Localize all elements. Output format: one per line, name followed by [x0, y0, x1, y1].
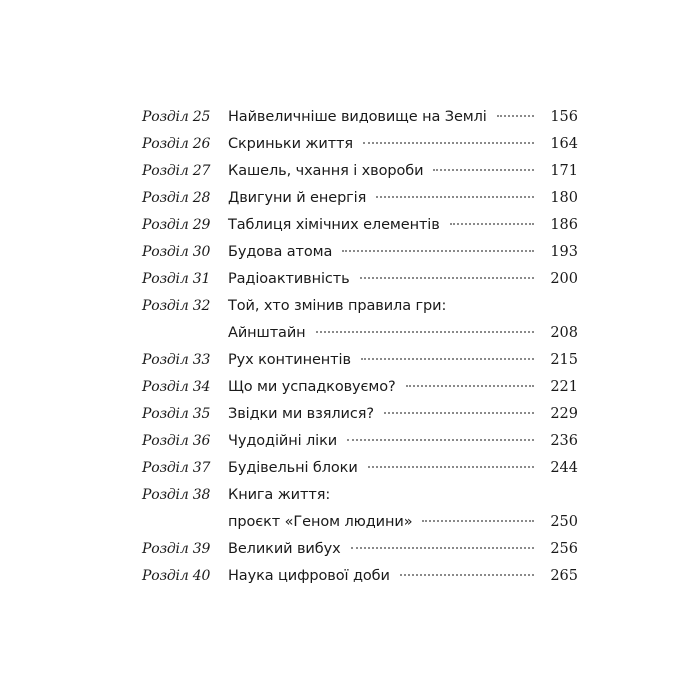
title-wrap: [228, 428, 544, 455]
chapter-title: Звідки ми взялися?: [228, 406, 374, 422]
title-wrap: [228, 266, 544, 293]
chapter-title: Чудодійні ліки: [228, 433, 338, 449]
dot-leader: [361, 358, 534, 360]
chapter-number: Розділ 28: [142, 190, 211, 206]
toc-row: [142, 266, 578, 293]
chapter-number: Розділ 35: [142, 406, 211, 422]
title-wrap: [228, 293, 544, 320]
dot-leader: [376, 196, 534, 198]
title-wrap: [228, 104, 544, 131]
page-number: 236: [550, 433, 578, 449]
toc-row: [142, 563, 578, 590]
chapter-number: Розділ 40: [142, 568, 211, 584]
chapter-number: Розділ 32: [142, 298, 211, 314]
title-wrap: [228, 347, 544, 374]
dot-leader: [316, 331, 534, 333]
chapter-title: Таблиця хімічних елементів: [228, 217, 440, 233]
page-number: 193: [550, 244, 578, 260]
toc-row: [142, 293, 578, 320]
toc-row: [142, 536, 578, 563]
toc-row: [142, 158, 578, 185]
toc-row: [142, 401, 578, 428]
toc-row: [142, 212, 578, 239]
chapter-number: Розділ 39: [142, 541, 211, 557]
page-number: 265: [550, 568, 578, 584]
title-wrap: [228, 482, 544, 509]
toc-row: [142, 131, 578, 158]
chapter-number: Розділ 38: [142, 487, 211, 503]
toc-row: [142, 347, 578, 374]
chapter-number: Розділ 33: [142, 352, 211, 368]
dot-leader: [497, 115, 534, 117]
page-number: 164: [550, 136, 578, 152]
chapter-title: Будова атома: [228, 244, 333, 260]
page-number: 215: [550, 352, 578, 368]
chapter-number: Розділ 26: [142, 136, 211, 152]
title-wrap: [228, 131, 544, 158]
page-number: 200: [550, 271, 578, 287]
chapter-title: Айнштайн: [228, 325, 306, 341]
chapter-number: Розділ 36: [142, 433, 211, 449]
page-number: 180: [550, 190, 578, 206]
dot-leader: [342, 250, 534, 252]
chapter-title: Радіоактивність: [228, 271, 350, 287]
chapter-title: Той, хто змінив правила гри:: [228, 298, 447, 314]
page-number: 221: [550, 379, 578, 395]
chapter-number: Розділ 34: [142, 379, 211, 395]
page-number: 186: [550, 217, 578, 233]
page-number: 244: [550, 460, 578, 476]
title-wrap: [228, 320, 544, 347]
dot-leader: [422, 520, 534, 522]
chapter-number: Розділ 37: [142, 460, 211, 476]
dot-leader: [433, 169, 534, 171]
chapter-title: Двигуни й енергія: [228, 190, 367, 206]
dot-leader: [368, 466, 534, 468]
chapter-title: Скриньки життя: [228, 136, 354, 152]
title-wrap: [228, 374, 544, 401]
toc-row: [142, 455, 578, 482]
chapter-title: Кашель, чхання і хвороби: [228, 163, 424, 179]
page-number: 250: [550, 514, 578, 530]
chapter-number: Розділ 29: [142, 217, 211, 233]
chapter-title: Будівельні блоки: [228, 460, 358, 476]
table-of-contents: [142, 104, 578, 590]
page-number: 156: [550, 109, 578, 125]
chapter-number: Розділ 31: [142, 271, 211, 287]
chapter-title: Найвеличніше видовище на Землі: [228, 109, 487, 125]
title-wrap: [228, 401, 544, 428]
dot-leader: [360, 277, 534, 279]
title-wrap: [228, 212, 544, 239]
dot-leader: [347, 439, 534, 441]
page-number: 208: [550, 325, 578, 341]
toc-row: [142, 374, 578, 401]
dot-leader: [351, 547, 534, 549]
chapter-title: Що ми успадковуємо?: [228, 379, 396, 395]
toc-row: [142, 509, 578, 536]
toc-row: [142, 104, 578, 131]
dot-leader: [363, 142, 534, 144]
title-wrap: [228, 185, 544, 212]
page-number: 229: [550, 406, 578, 422]
toc-row: [142, 239, 578, 266]
title-wrap: [228, 563, 544, 590]
chapter-title: Великий вибух: [228, 541, 341, 557]
dot-leader: [406, 385, 534, 387]
chapter-number: Розділ 27: [142, 163, 211, 179]
dot-leader: [450, 223, 534, 225]
title-wrap: [228, 239, 544, 266]
title-wrap: [228, 455, 544, 482]
toc-row: [142, 482, 578, 509]
chapter-number: Розділ 25: [142, 109, 211, 125]
chapter-title: проєкт «Геном людини»: [228, 514, 413, 530]
title-wrap: [228, 509, 544, 536]
title-wrap: [228, 536, 544, 563]
dot-leader: [400, 574, 534, 576]
page-number: 256: [550, 541, 578, 557]
toc-row: [142, 428, 578, 455]
page-number: 171: [550, 163, 578, 179]
chapter-title: Книга життя:: [228, 487, 331, 503]
toc-row: [142, 320, 578, 347]
dot-leader: [384, 412, 534, 414]
chapter-title: Наука цифрової доби: [228, 568, 390, 584]
chapter-number: Розділ 30: [142, 244, 211, 260]
chapter-title: Рух континентів: [228, 352, 351, 368]
title-wrap: [228, 158, 544, 185]
toc-row: [142, 185, 578, 212]
